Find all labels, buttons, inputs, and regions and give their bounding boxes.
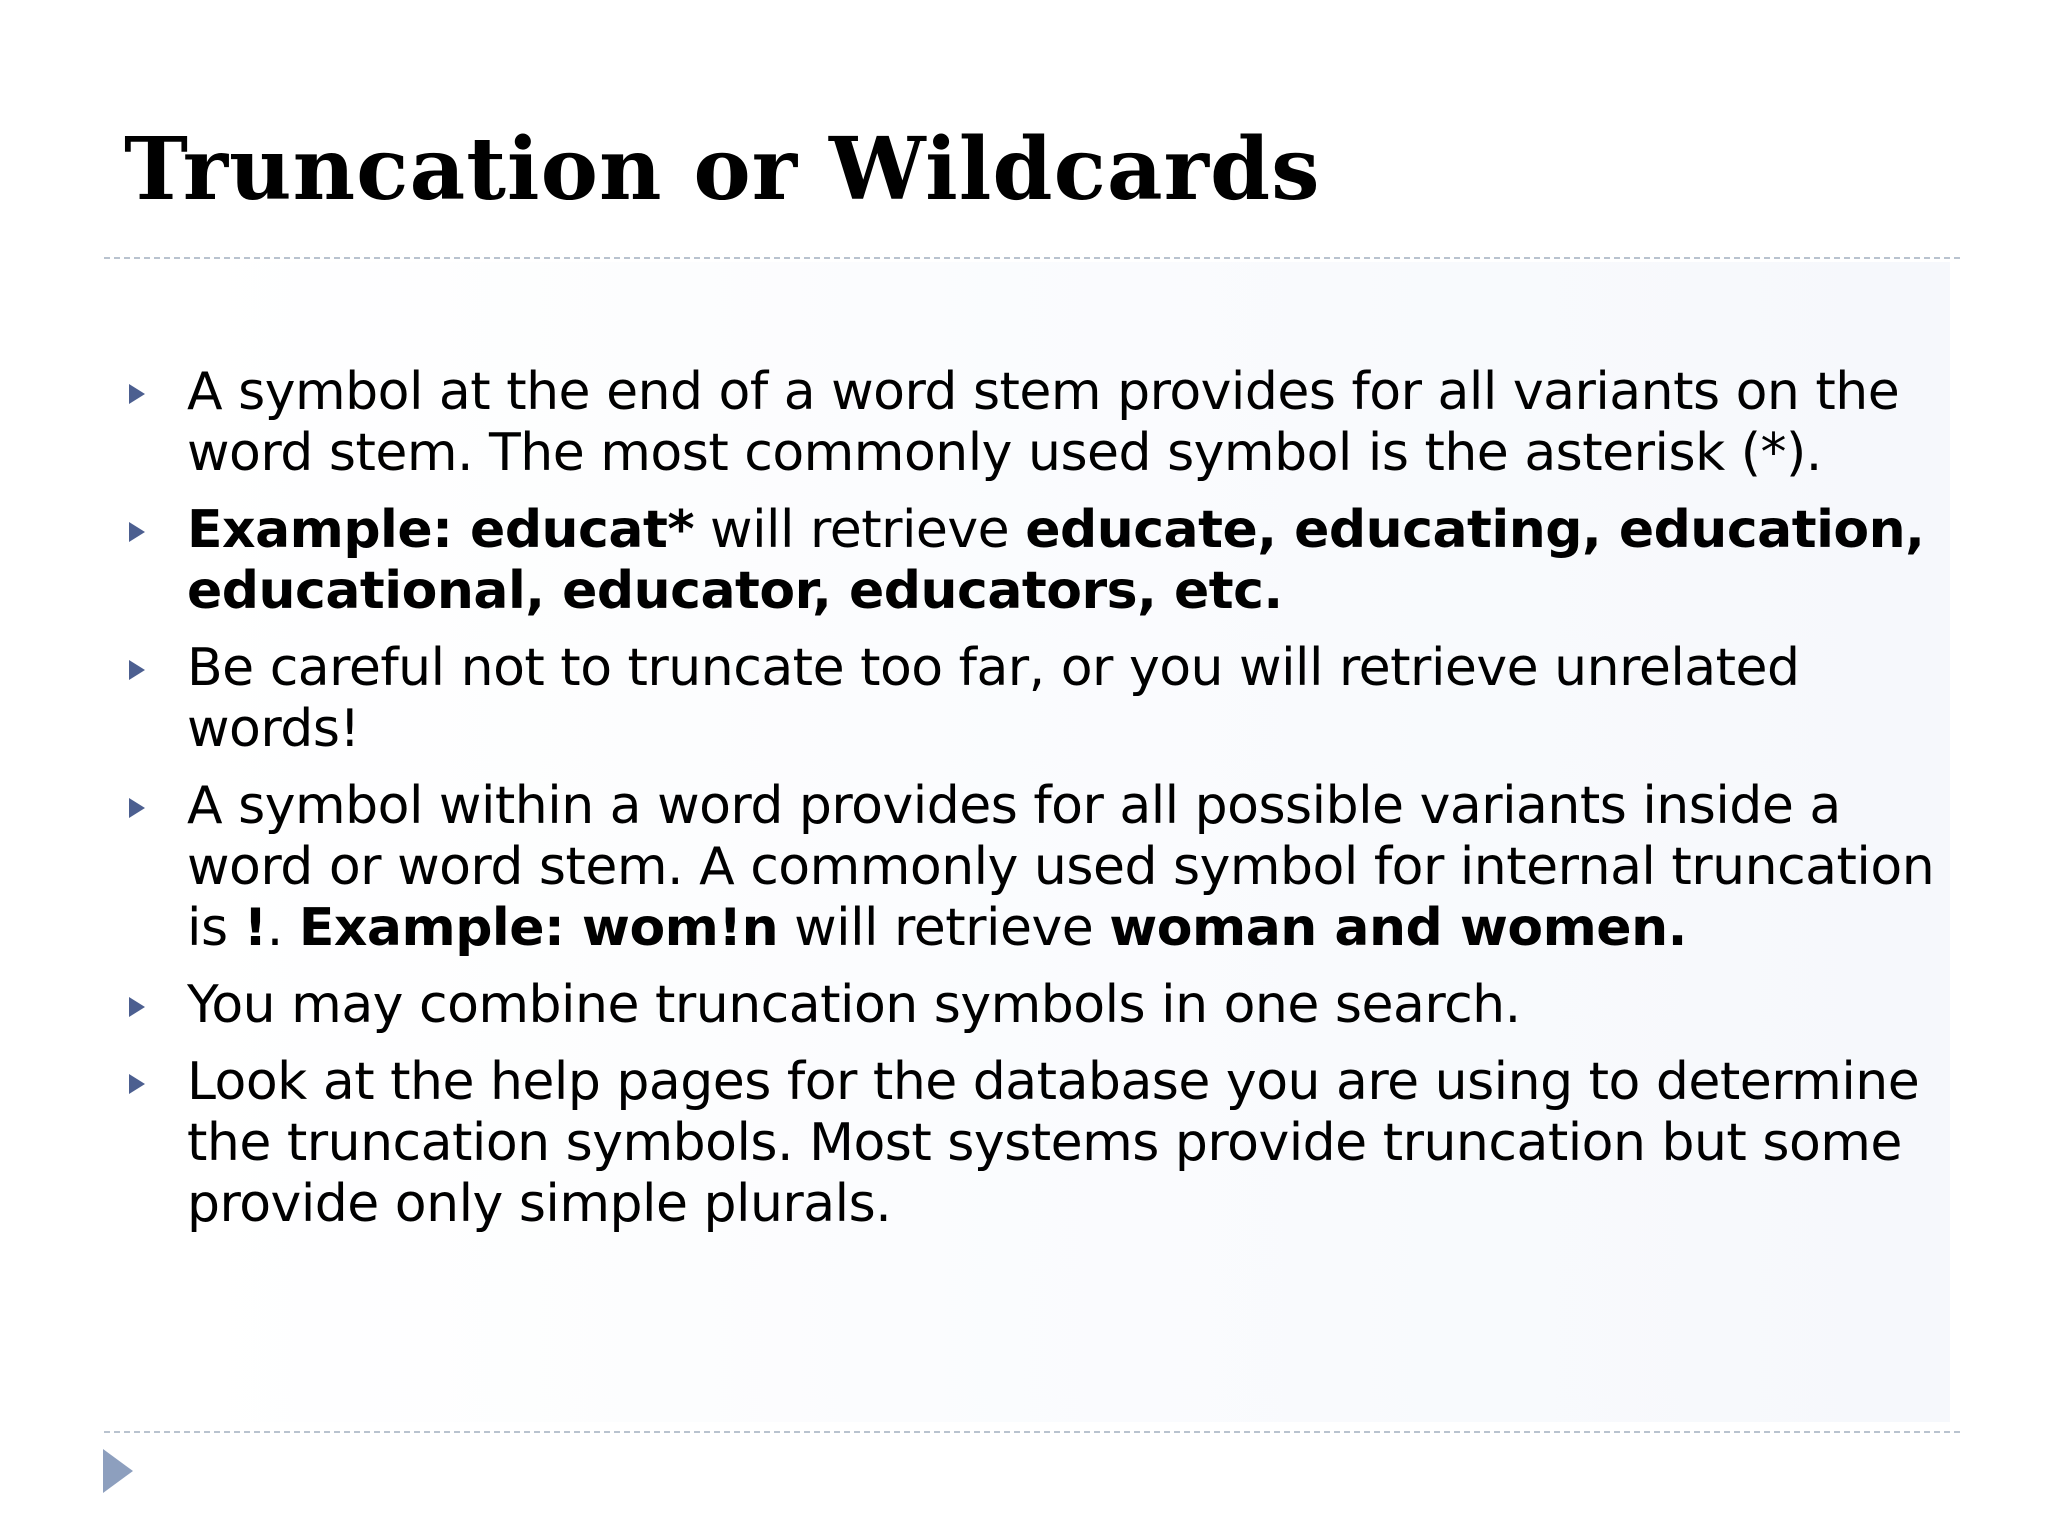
bullet-text [187,776,1934,958]
text-run: will retrieve [694,500,1026,560]
bullet-triangle-icon [129,522,145,542]
bullet-triangle-icon [129,384,145,404]
bullet-triangle-icon [129,798,145,818]
text-run-bold: ! [243,898,267,958]
text-run-bold: woman and women. [1109,898,1687,958]
text-run-bold: educate, educating, education, educational, educator, educators, etc. [187,500,1925,621]
bullet-list [125,362,1955,1251]
bottom-divider [104,1431,1960,1433]
play-arrow-icon[interactable] [103,1449,133,1493]
bullet-triangle-icon [129,1074,145,1094]
bullet-item [125,500,1955,622]
bullet-item [125,362,1955,484]
text-run: A symbol at the end of a word stem provides for all variants on the word stem. The most commonly used symbol is the asterisk (*). [187,362,1900,483]
text-run: . [266,898,299,958]
bullet-triangle-icon [129,997,145,1017]
text-run: Be careful not to truncate too far, or you will retrieve unrelated words! [187,638,1800,759]
bullet-item [125,1052,1955,1235]
text-run: A symbol within a word provides for all possible variants inside a word or word stem. A commonly used symbol for internal truncation is [187,776,1935,958]
bullet-item [125,975,1955,1036]
text-run: Look at the help pages for the database you are using to determine the truncation symbols. Most systems provide truncation but some provide only simple plurals. [187,1052,1920,1234]
bullet-text [187,638,1800,759]
text-run-bold: Example: wom!n [298,898,779,958]
bullet-text [187,975,1521,1035]
text-run-bold: Example: educat* [187,500,695,560]
top-divider [104,257,1960,259]
text-run: will retrieve [778,898,1110,958]
slide-title: Truncation or Wildcards [124,119,1321,220]
text-run: You may combine truncation symbols in one search. [187,975,1521,1035]
bullet-item [125,638,1955,760]
bullet-text [187,1052,1919,1234]
bullet-item [125,776,1955,959]
bullet-text [187,362,1899,483]
bullet-text [187,500,1924,621]
bullet-triangle-icon [129,660,145,680]
